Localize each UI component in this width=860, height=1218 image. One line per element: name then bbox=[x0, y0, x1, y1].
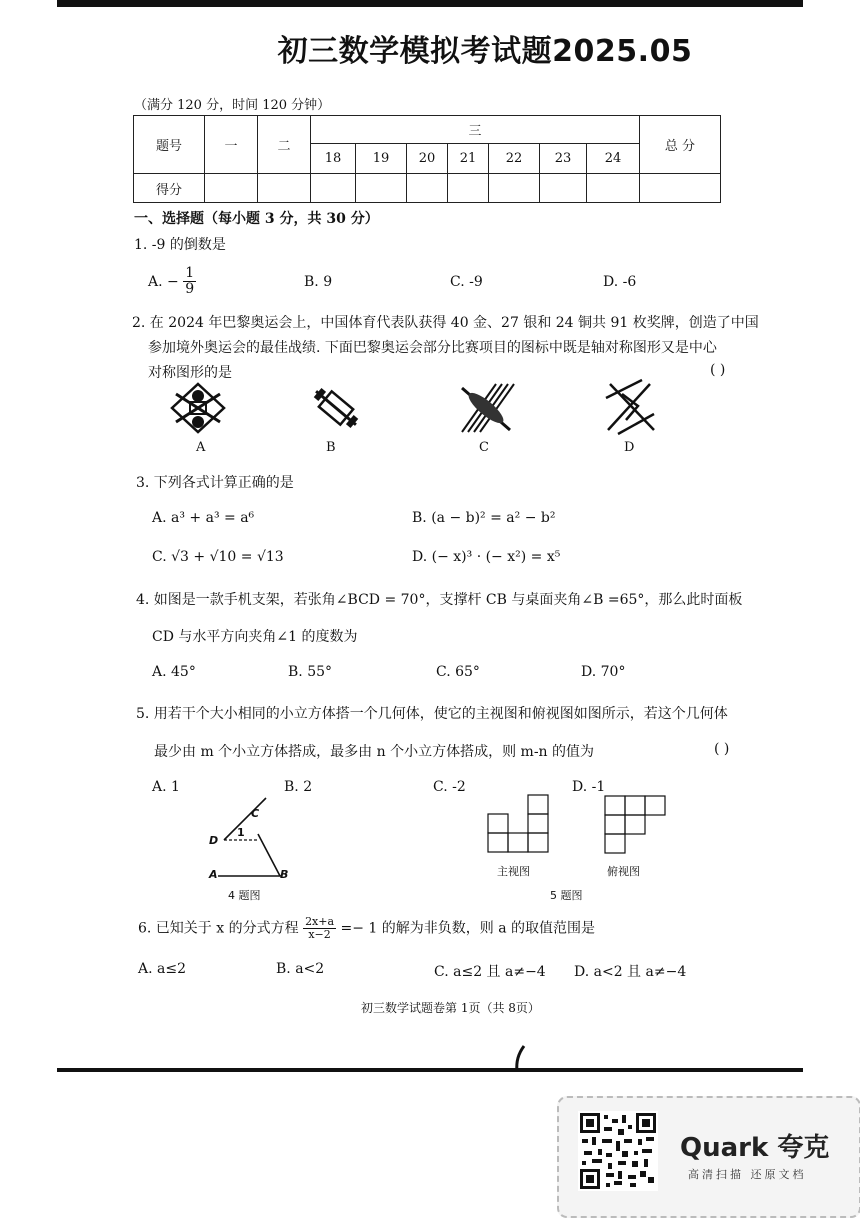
quark-tagline: 高清扫描 还原文档 bbox=[688, 1168, 807, 1181]
q3-option-a: A. a³ + a³ = a⁶ bbox=[152, 510, 255, 526]
score-cell[interactable] bbox=[356, 174, 407, 203]
score-cell[interactable] bbox=[205, 174, 258, 203]
qr-code-icon bbox=[578, 1111, 658, 1191]
fig5-front-label: 主视图 bbox=[497, 865, 530, 878]
q4-option-c: C. 65° bbox=[436, 664, 480, 680]
score-cell[interactable] bbox=[640, 174, 721, 203]
q2-line2: 参加境外奥运会的最佳战绩. 下面巴黎奥运会部分比赛项目的图标中既是轴对称图形又是中心 bbox=[148, 340, 717, 356]
q4-line1: 4. 如图是一款手机支架，若张角∠BCD = 70°，支撑杆 CB 与桌面夹角∠B =65°，那么此时面板 bbox=[136, 592, 743, 608]
q6-prefix: 6. 已知关于 x 的分式方程 bbox=[138, 920, 299, 937]
score-cell[interactable] bbox=[407, 174, 448, 203]
col-2: 二 bbox=[258, 116, 311, 174]
q1-option-c: C. -9 bbox=[450, 274, 483, 290]
bottom-border bbox=[57, 1068, 803, 1072]
fraction-numerator: 1 bbox=[185, 265, 195, 281]
fraction-denominator: 9 bbox=[185, 281, 195, 298]
fig4-point-c: C bbox=[251, 807, 260, 820]
col-3: 三 bbox=[311, 116, 640, 144]
page-footer: 初三数学试题卷第 1页（共 8页） bbox=[361, 1001, 540, 1015]
q3-option-c: C. √3 + √10 = √13 bbox=[152, 549, 284, 565]
fig5-caption: 5 题图 bbox=[550, 889, 583, 902]
q6-option-d: D. a<2 且 a≠−4 bbox=[574, 964, 687, 980]
qnum-label: 题号 bbox=[134, 116, 205, 174]
olympic-icon-b bbox=[308, 380, 364, 436]
q6-stem bbox=[138, 916, 595, 941]
q1-option-b: B. 9 bbox=[304, 274, 333, 290]
q5-answer-bracket: ( ) bbox=[714, 741, 730, 757]
score-cell[interactable] bbox=[311, 174, 356, 203]
fig4-caption: 4 题图 bbox=[228, 889, 261, 902]
q5-option-d: D. -1 bbox=[572, 779, 606, 795]
q1-stem: 1. -9 的倒数是 bbox=[134, 237, 226, 253]
q4-line2: CD 与水平方向夹角∠1 的度数为 bbox=[152, 629, 358, 645]
fig4-angle-label: 1 bbox=[237, 826, 245, 839]
fig5-top-label: 俯视图 bbox=[607, 865, 640, 878]
q6-option-c: C. a≤2 且 a≠−4 bbox=[434, 964, 546, 980]
q2-label-b: B bbox=[326, 440, 336, 455]
fig4-point-d: D bbox=[209, 834, 219, 847]
q5-option-c: C. -2 bbox=[433, 779, 466, 795]
score-cell[interactable] bbox=[587, 174, 640, 203]
q5-option-a: A. 1 bbox=[152, 779, 180, 795]
q1-option-d: D. -6 bbox=[603, 274, 637, 290]
score-cell[interactable] bbox=[489, 174, 540, 203]
q4-option-d: D. 70° bbox=[581, 664, 626, 680]
sub-col: 19 bbox=[356, 144, 407, 174]
quark-brand: Quark 夸克 bbox=[680, 1133, 830, 1163]
q2-line1: 2. 在 2024 年巴黎奥运会上，中国体育代表队获得 40 金、27 银和 24 铜共 91 枚奖牌，创造了中国 bbox=[132, 315, 759, 331]
q6-fraction bbox=[303, 916, 336, 941]
olympic-icon-c bbox=[456, 380, 516, 436]
col-1: 一 bbox=[205, 116, 258, 174]
top-border bbox=[57, 0, 803, 7]
fraction-denominator: x−2 bbox=[308, 928, 331, 942]
figure-5-front-view bbox=[486, 794, 550, 854]
exam-info: （满分 120 分，时间 120 分钟） bbox=[134, 98, 331, 113]
olympic-icon-d bbox=[602, 378, 658, 436]
figure-5-top-view bbox=[603, 794, 667, 854]
q5-line2: 最少由 m 个小立方体搭成，最多由 n 个小立方体搭成，则 m-n 的值为 bbox=[154, 744, 595, 760]
q3-stem: 3. 下列各式计算正确的是 bbox=[136, 475, 294, 491]
q1-a-prefix: A. − bbox=[148, 273, 179, 290]
q2-line3: 对称图形的是 bbox=[148, 365, 232, 381]
q5-option-b: B. 2 bbox=[284, 779, 313, 795]
fig4-point-b: B bbox=[280, 868, 289, 881]
fraction-numerator: 2x+a bbox=[305, 915, 335, 928]
score-cell[interactable] bbox=[540, 174, 587, 203]
q6-suffix: =− 1 的解为非负数，则 a 的取值范围是 bbox=[340, 920, 596, 937]
sub-col: 24 bbox=[587, 144, 640, 174]
q6-option-a: A. a≤2 bbox=[138, 961, 186, 977]
q2-label-c: C bbox=[479, 440, 489, 455]
q4-option-b: B. 55° bbox=[288, 664, 333, 680]
score-table bbox=[133, 115, 721, 203]
sub-col: 18 bbox=[311, 144, 356, 174]
q4-option-a: A. 45° bbox=[152, 664, 196, 680]
fig4-point-a: A bbox=[209, 868, 218, 881]
score-cell[interactable] bbox=[258, 174, 311, 203]
sub-col: 23 bbox=[540, 144, 587, 174]
q2-answer-bracket: ( ) bbox=[710, 362, 726, 378]
sub-col: 21 bbox=[448, 144, 489, 174]
sub-col: 22 bbox=[489, 144, 540, 174]
q1-a-fraction bbox=[183, 266, 196, 298]
sub-col: 20 bbox=[407, 144, 448, 174]
q2-label-d: D bbox=[624, 440, 635, 455]
q3-option-b: B. (a − b)² = a² − b² bbox=[412, 510, 556, 526]
q6-option-b: B. a<2 bbox=[276, 961, 325, 977]
olympic-icon-a bbox=[168, 380, 228, 436]
section-heading: 一、选择题（每小题 3 分，共 30 分） bbox=[134, 211, 379, 227]
q2-label-a: A bbox=[196, 440, 206, 455]
score-cell[interactable] bbox=[448, 174, 489, 203]
q1-option-a bbox=[148, 266, 196, 298]
q5-line1: 5. 用若干个大小相同的小立方体搭一个几何体，使它的主视图和俯视图如图所示，若这个几何体 bbox=[136, 706, 728, 722]
q3-option-d: D. (− x)³ · (− x²) = x⁵ bbox=[412, 549, 561, 565]
page-title: 初三数学模拟考试题2025.05 bbox=[277, 34, 693, 69]
score-label: 得分 bbox=[134, 174, 205, 203]
total-label: 总 分 bbox=[640, 116, 721, 174]
